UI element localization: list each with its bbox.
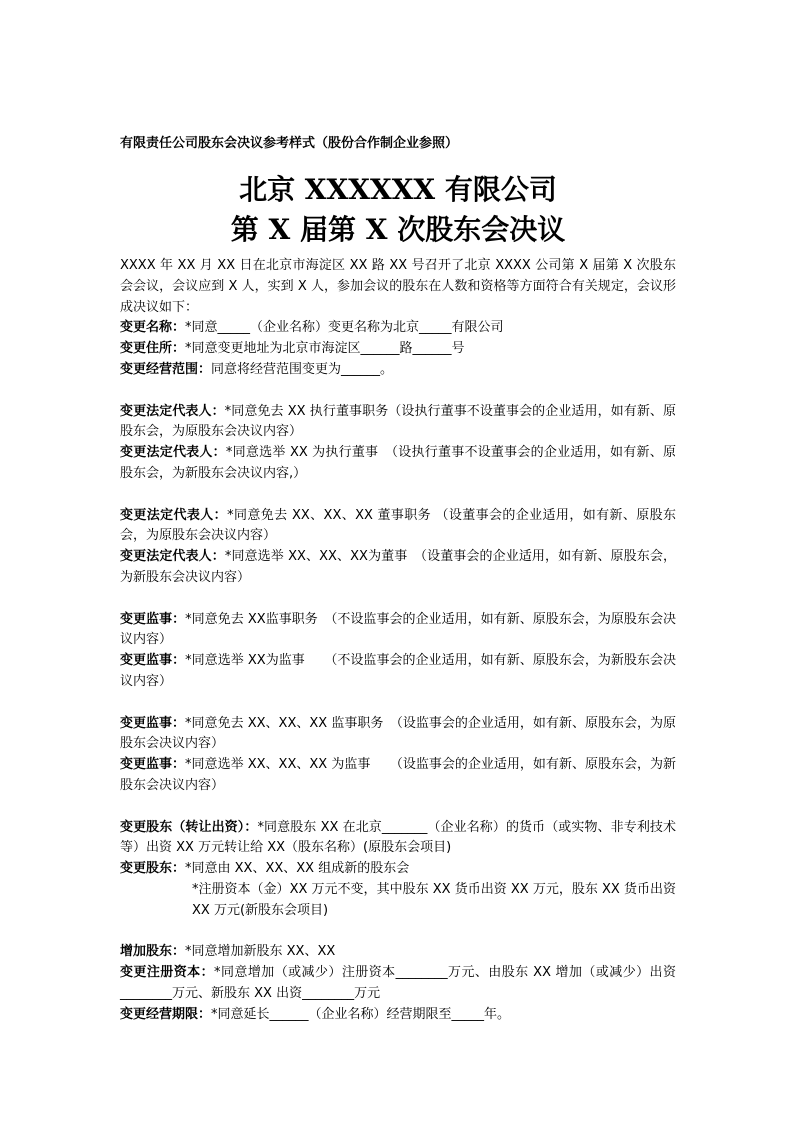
item-label: 增加股东： <box>120 944 186 960</box>
item-text: *同意选举 XX、XX、XX 为监事 （设监事会的企业适用，如有新、原股东会，为新股东会决议内容） <box>120 757 676 793</box>
item-text: *同意免去 XX 执行董事职务（设执行董事不设董事会的企业适用，如有新、原股东会，为原股东会决议内容） <box>120 403 676 440</box>
item-label: 变更股东（转让出资）： <box>120 819 258 835</box>
item-label: 变更股东： <box>120 861 186 877</box>
item-text: *同意股东 XX 在北京_______（企业名称）的货币（或实物、非专利技术等）出资 XX 万元转让给 XX（股东名称）(原股东会项目) <box>120 819 676 856</box>
resolution-item <box>120 506 676 548</box>
resolution-item <box>120 859 676 880</box>
item-text: *同意选举 XX、XX、XX为董事 （设董事会的企业适用，如有新、原股东会，为新股东会决议内容） <box>120 549 676 585</box>
item-label: 变更监事： <box>120 715 186 731</box>
resolution-body <box>120 256 676 1025</box>
item-text: *同意免去 XX、XX、XX 董事职务 （设董事会的企业适用，如有新、原股东会，为原股东会决议内容） <box>120 507 676 544</box>
item-text: *注册资本（金）XX 万元不变，其中股东 XX 货币出资 XX 万元，股东 XX 货币出资 XX 万元(新股东会项目) <box>192 881 676 918</box>
item-label: 变更监事： <box>120 653 186 669</box>
paragraph-gap <box>120 693 676 714</box>
resolution-item <box>120 651 676 693</box>
paragraph-gap <box>120 485 676 506</box>
item-text: *同意免去 XX监事职务 （不设监事会的企业适用，如有新、原股东会，为原股东会决议内容） <box>120 611 676 648</box>
paragraph-gap <box>120 797 676 818</box>
item-text: *同意选举 XX为监事 （不设监事会的企业适用，如有新、原股东会，为新股东会决议内容） <box>120 653 676 689</box>
document-page <box>120 134 676 1025</box>
resolution-item <box>120 443 676 485</box>
item-label: 变更名称： <box>120 320 186 336</box>
item-label: 变更经营范围： <box>120 361 212 377</box>
item-label: 变更住所： <box>120 341 186 357</box>
item-text: *同意延长______（企业名称）经营期限至_____年。 <box>211 1006 511 1022</box>
resolution-item <box>120 318 676 339</box>
item-text: *同意由 XX、XX、XX 组成新的股东会 <box>185 861 410 877</box>
item-text: *同意变更地址为北京市海淀区______路______号 <box>185 341 465 357</box>
resolution-item <box>120 360 676 381</box>
item-label: 变更法定代表人： <box>120 445 226 461</box>
paragraph-gap <box>120 922 676 943</box>
resolution-item <box>120 963 676 1005</box>
resolution-title: 第 X 届第 X 次股东会决议 <box>230 213 566 246</box>
company-title: 北京 XXXXXX 有限公司 <box>239 173 557 206</box>
item-text: *同意选举 XX 为执行董事 （设执行董事不设董事会的企业适用，如有新、原股东会，为新股东会决议内容,） <box>120 445 676 481</box>
item-label: 变更法定代表人： <box>120 549 225 565</box>
item-label: 变更监事： <box>120 611 186 627</box>
document-header: 有限责任公司股东会决议参考样式（股份合作制企业参照） <box>120 136 459 151</box>
resolution-item <box>120 942 676 963</box>
item-label: 变更监事： <box>120 757 186 773</box>
resolution-item <box>120 339 676 360</box>
resolution-item <box>120 818 676 860</box>
item-label: 变更经营期限： <box>120 1006 212 1022</box>
paragraph-gap <box>120 589 676 610</box>
item-text: 同意将经营范围变更为______。 <box>211 361 394 377</box>
item-text: *同意免去 XX、XX、XX 监事职务 （设监事会的企业适用，如有新、原股东会，为原股东会决议内容） <box>120 715 676 752</box>
item-label: 变更法定代表人： <box>120 507 228 523</box>
resolution-item <box>120 1005 676 1026</box>
resolution-item <box>120 755 676 797</box>
resolution-items <box>120 318 676 1025</box>
intro-paragraph: XXXX 年 XX 月 XX 日在北京市海淀区 XX 路 XX 号召开了北京 XXXX 公司第 X 届第 X 次股东会会议，会议应到 X 人，实到 X 人，参加会议的股东在人数和资格等方面符合有关规定，会议形成决议如下： <box>120 258 676 315</box>
item-text: *同意_____（企业名称）变更名称为北京_____有限公司 <box>185 320 504 336</box>
item-text: *同意增加新股东 XX、XX <box>185 944 336 960</box>
item-text: *同意增加（或减少）注册资本________万元、由股东 XX 增加（或减少）出资________万元、新股东 XX 出资________万元 <box>120 965 676 1001</box>
item-label: 变更注册资本： <box>120 965 215 981</box>
resolution-item <box>120 880 676 922</box>
paragraph-gap <box>120 381 676 402</box>
item-label: 变更法定代表人： <box>120 403 225 419</box>
resolution-item <box>120 714 676 756</box>
resolution-item <box>120 547 676 589</box>
resolution-item <box>120 402 676 444</box>
resolution-item <box>120 610 676 652</box>
